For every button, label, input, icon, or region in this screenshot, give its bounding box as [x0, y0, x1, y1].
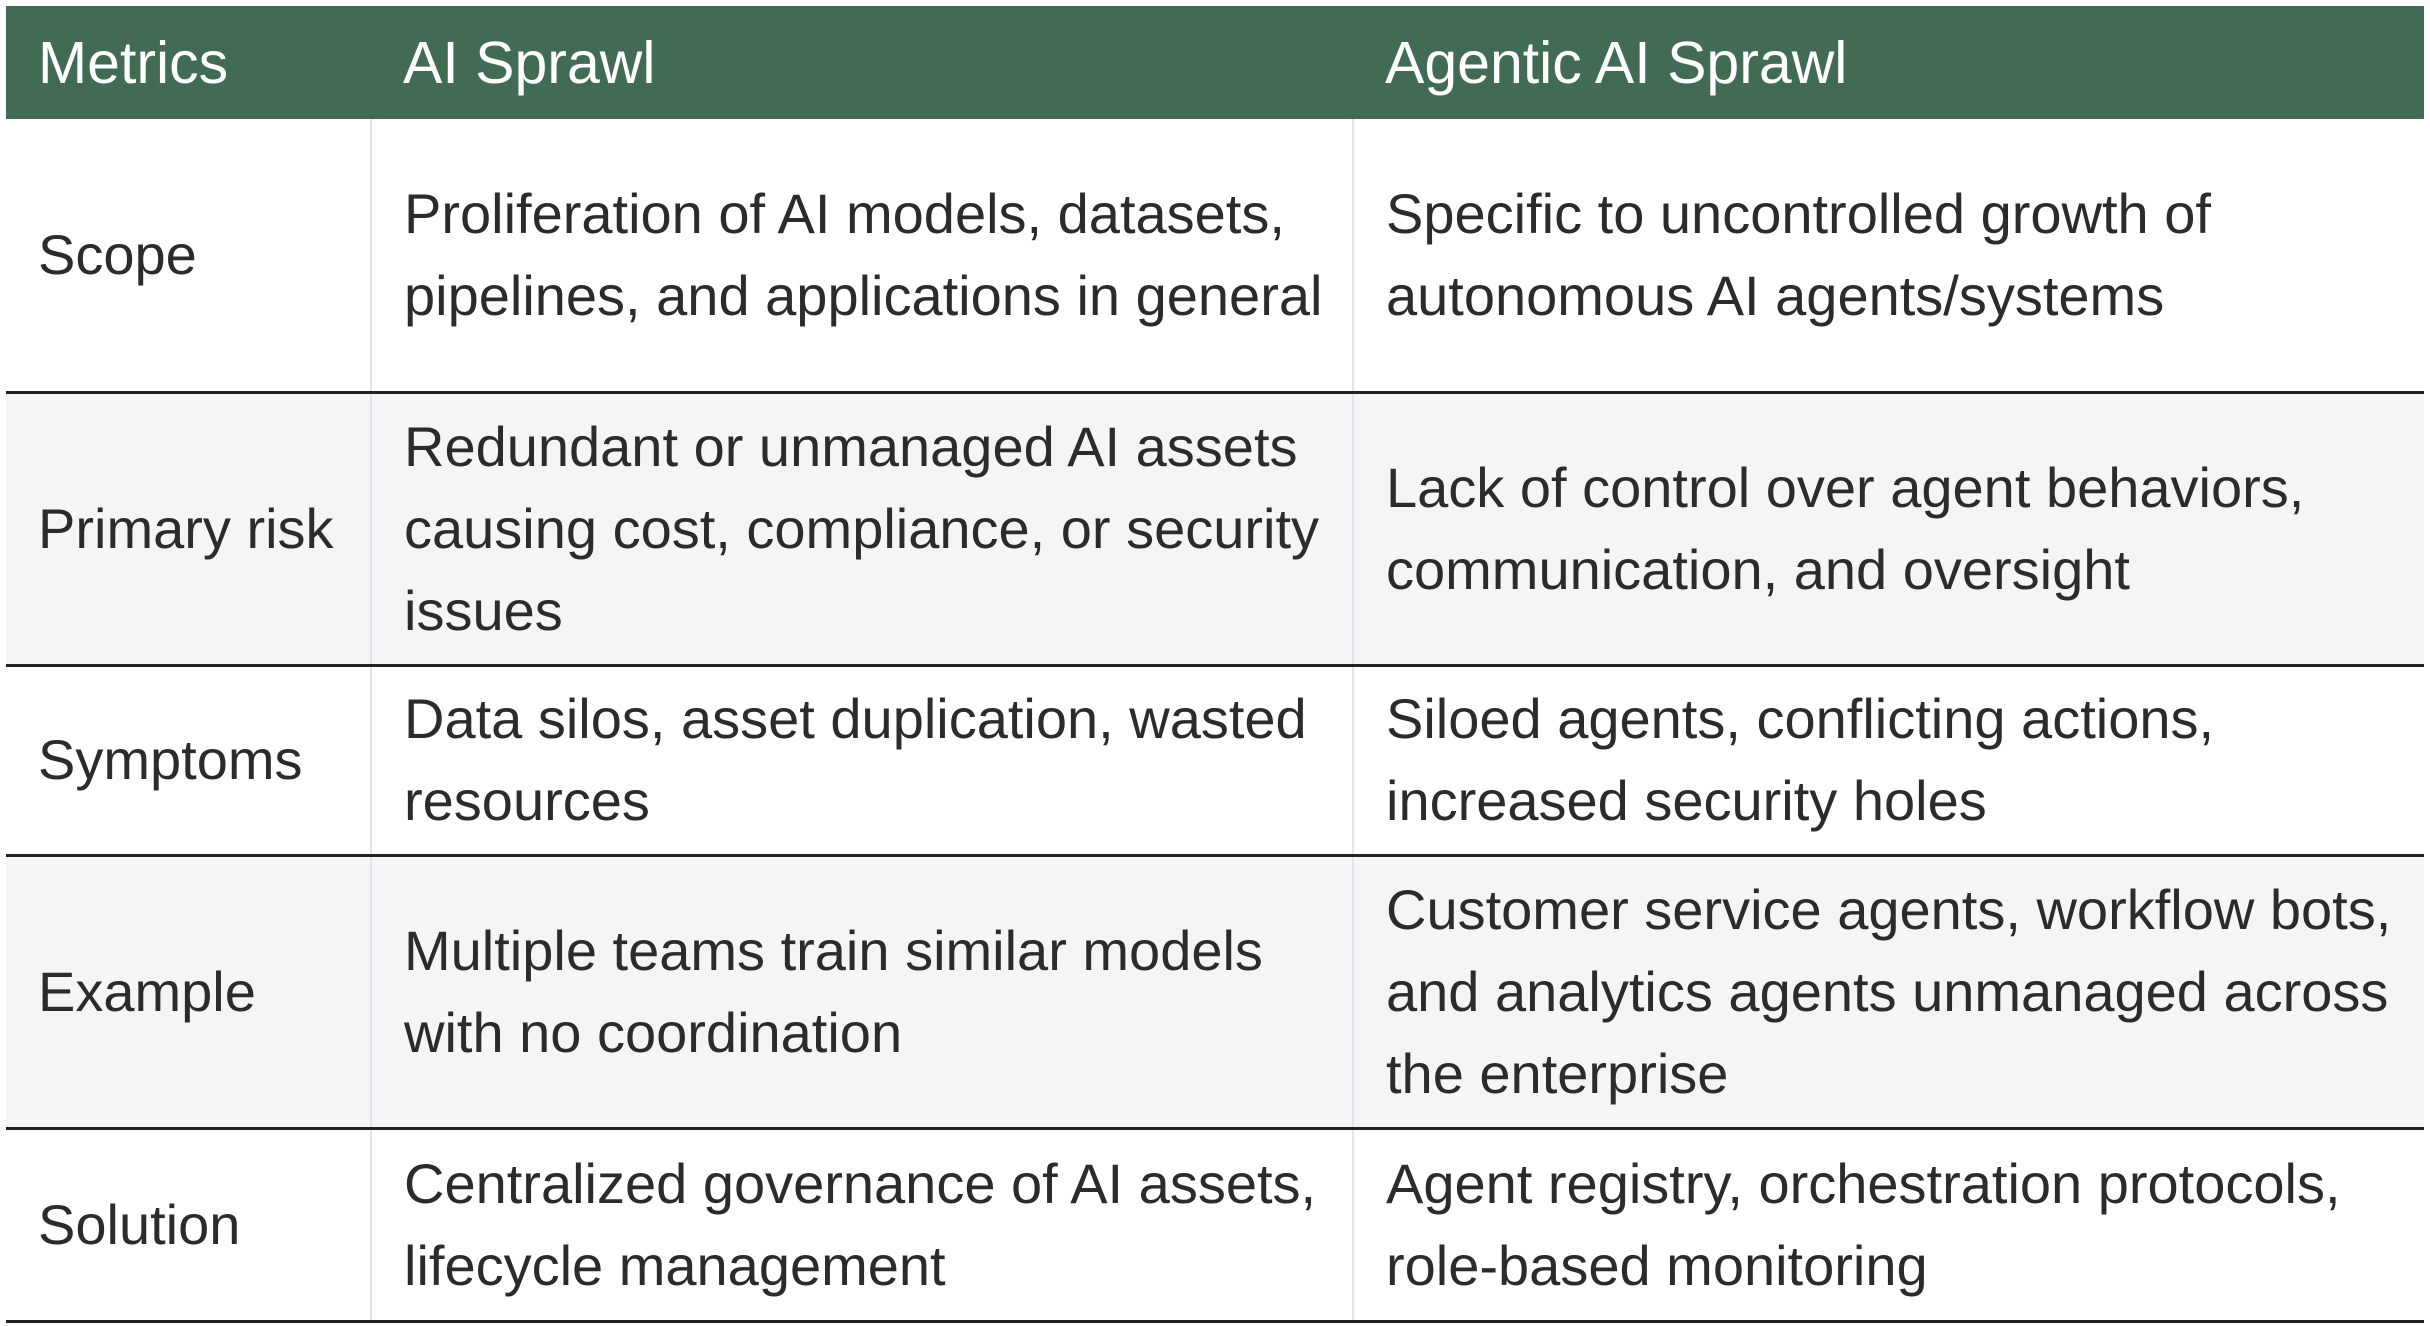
header-metrics: Metrics: [38, 29, 229, 96]
metric-cell: Example: [6, 855, 371, 1128]
table-row: [6, 665, 2424, 855]
table-row: [6, 392, 2424, 665]
header-agentic-ai-sprawl: Agentic AI Sprawl: [1385, 29, 1848, 96]
metric-cell: Scope: [6, 119, 371, 392]
ai-sprawl-cell: Multiple teams train similar models with no coordination: [371, 855, 1353, 1128]
table-row: [6, 1128, 2424, 1321]
table-row: [6, 855, 2424, 1128]
comparison-table: [6, 6, 2424, 1323]
header-row: [6, 6, 2424, 119]
ai-sprawl-cell: Proliferation of AI models, datasets, pipelines, and applications in general: [371, 119, 1353, 392]
ai-sprawl-cell: Data silos, asset duplication, wasted resources: [371, 665, 1353, 855]
agentic-ai-sprawl-cell: Lack of control over agent behaviors, communication, and oversight: [1353, 392, 2424, 665]
agentic-ai-sprawl-cell: Specific to uncontrolled growth of autonomous AI agents/systems: [1353, 119, 2424, 392]
metric-cell: Symptoms: [6, 665, 371, 855]
agentic-ai-sprawl-cell: Agent registry, orchestration protocols, role-based monitoring: [1353, 1128, 2424, 1321]
ai-sprawl-cell: Redundant or unmanaged AI assets causing cost, compliance, or security issues: [371, 392, 1353, 665]
table-header: [6, 6, 2424, 119]
agentic-ai-sprawl-cell: Customer service agents, workflow bots, and analytics agents unmanaged across the enterprise: [1353, 855, 2424, 1128]
header-ai-sprawl: AI Sprawl: [403, 29, 656, 96]
metric-cell: Primary risk: [6, 392, 371, 665]
metric-cell: Solution: [6, 1128, 371, 1321]
table-row: [6, 119, 2424, 392]
comparison-table-frame: [6, 6, 2424, 1323]
ai-sprawl-cell: Centralized governance of AI assets, lifecycle management: [371, 1128, 1353, 1321]
table-body: [6, 119, 2424, 1321]
agentic-ai-sprawl-cell: Siloed agents, conflicting actions, increased security holes: [1353, 665, 2424, 855]
